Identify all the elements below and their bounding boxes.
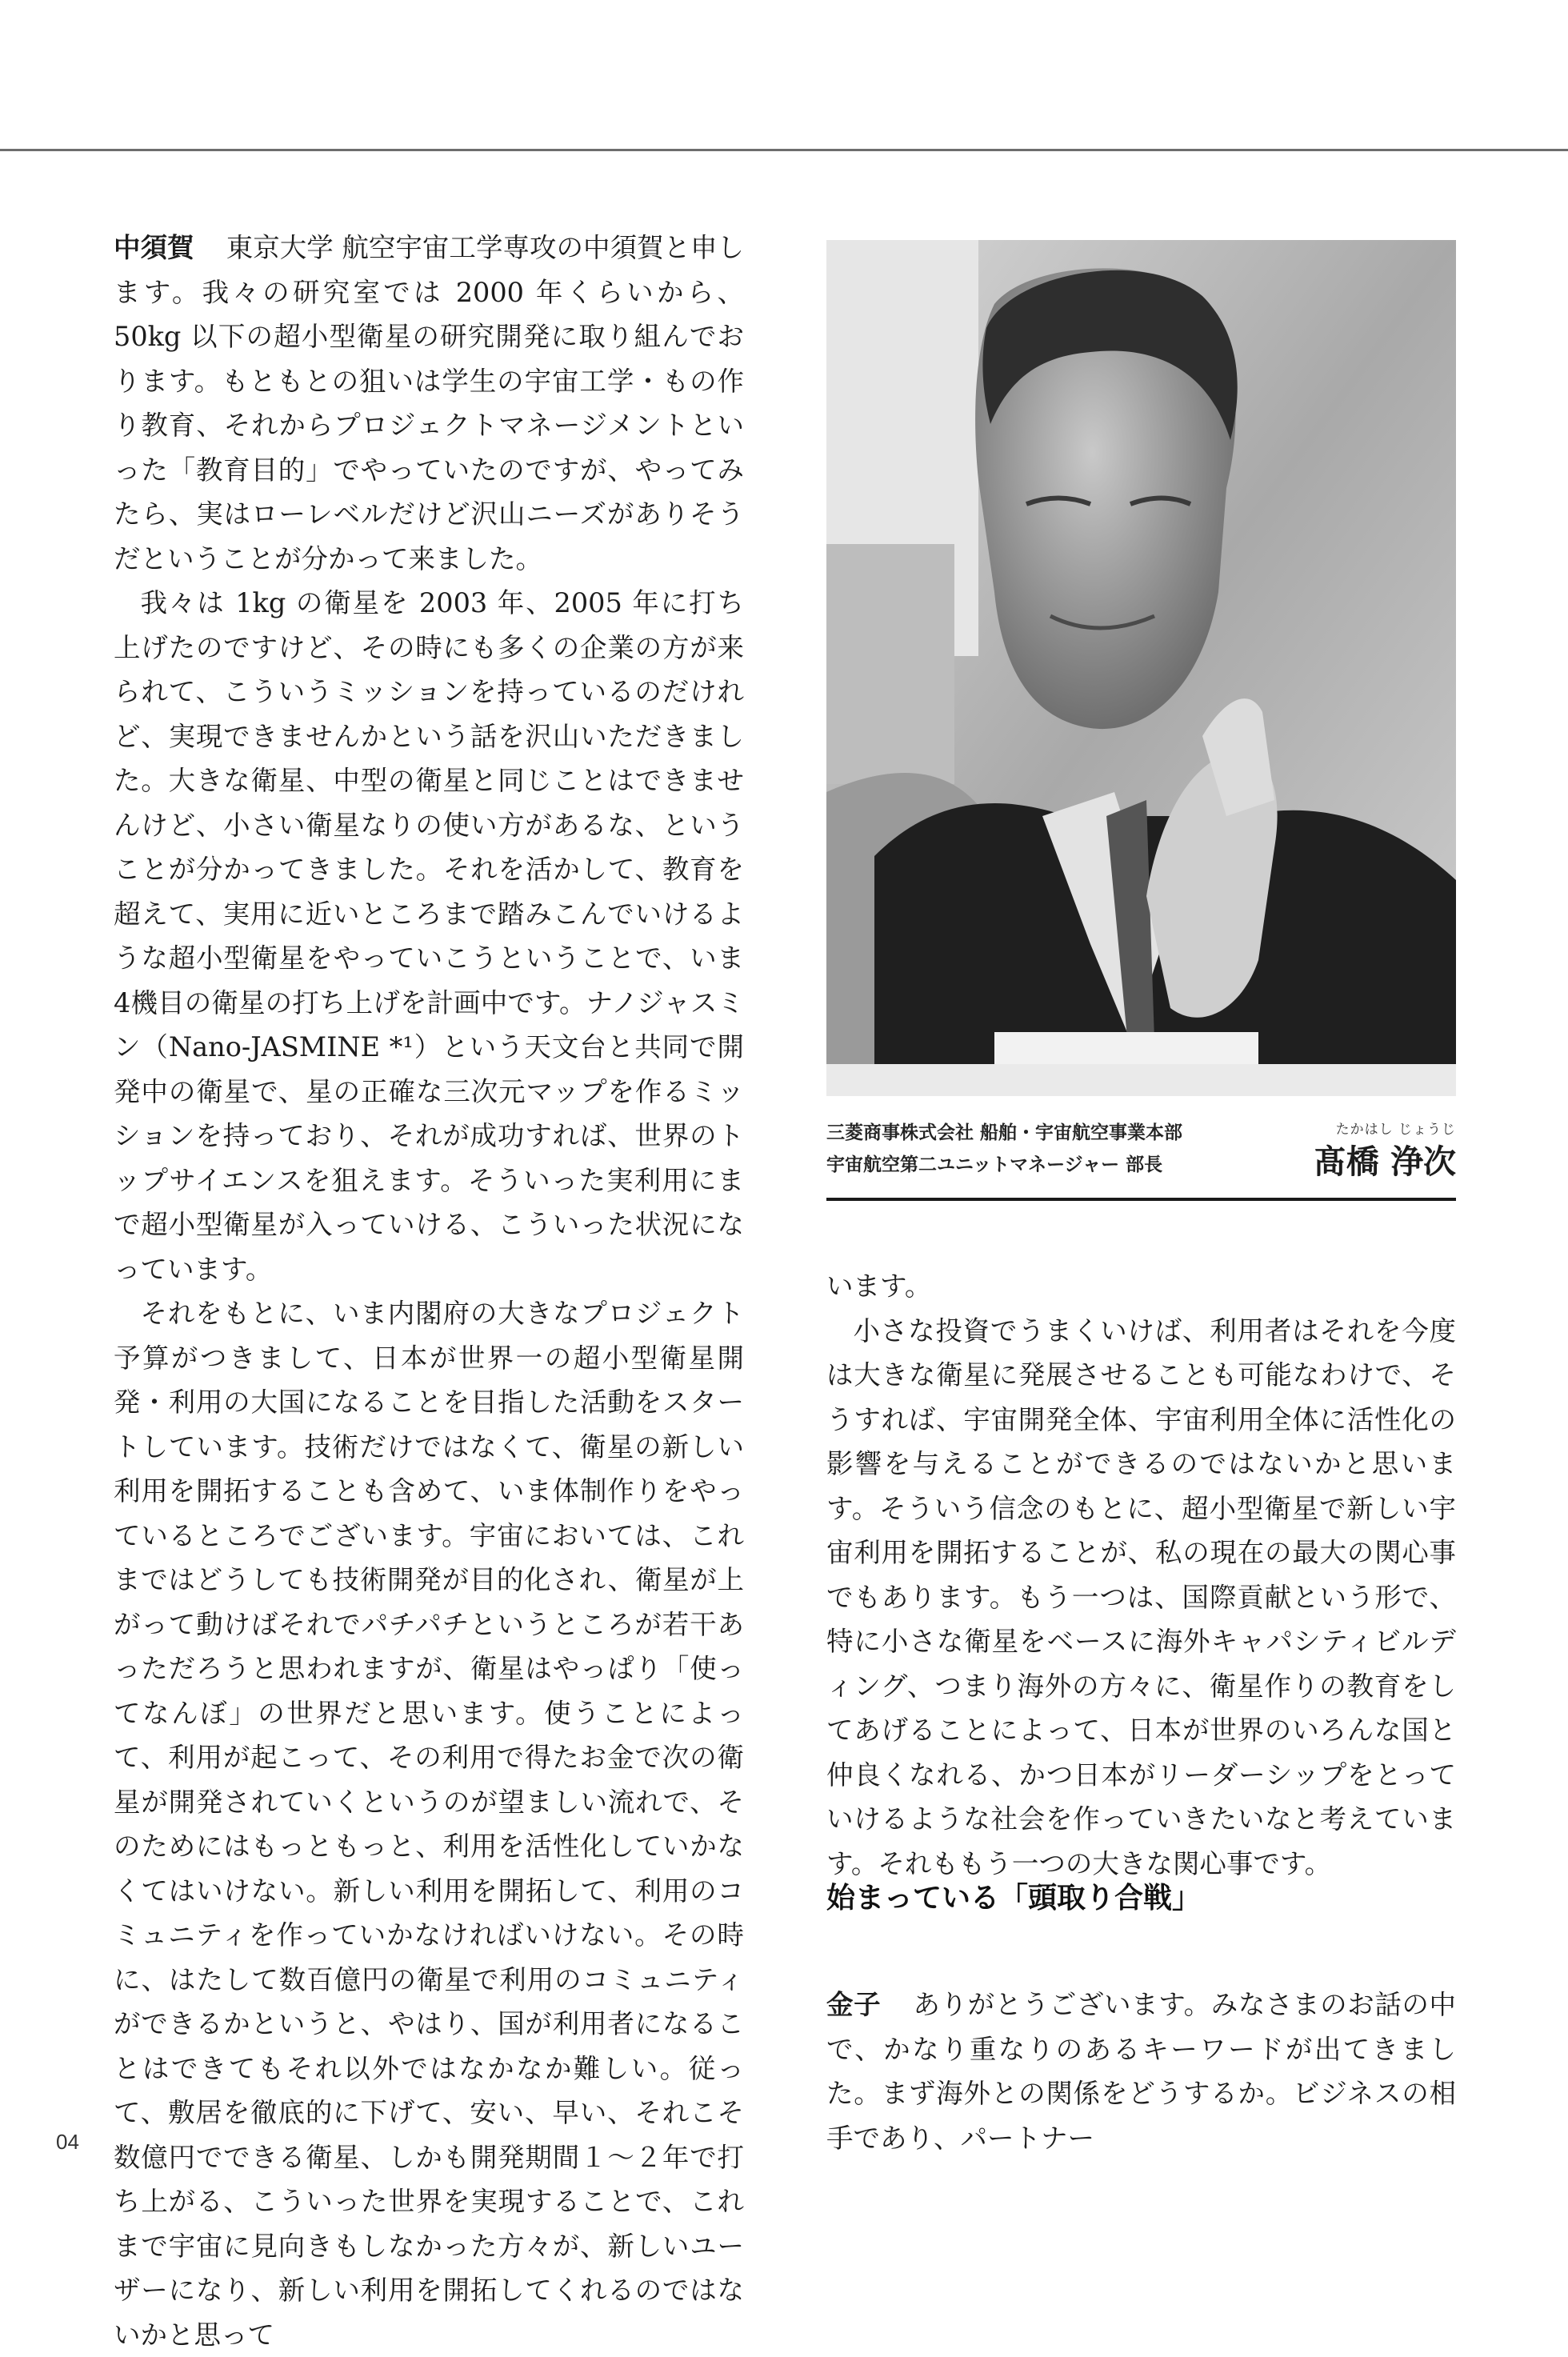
paragraph: 小さな投資でうまくいけば、利用者はそれを今度は大きな衛星に発展させることも可能なわけで、そうすれば、宇宙開発全体、宇宙利用全体に活性化の影響を与えることができるのではないかと思います。そういう信念のもとに、超小型衛星で新しい宇宙利用を開拓することが、私の現在の最大の関心事でもあります。もう一つは、国際貢献という形で、特に小さな衛星をベースに海外キャパシティビルディング、つまり海外の方々に、衛星作りの教育をしてあげることによって、日本が世界のいろんな国と仲良くなれる、かつ日本がリーダーシップをとっていけるような社会を作っていきたいなと考えています。それももう一つの大きな関心事です。 [826, 1315, 1456, 1879]
right-column-continued [826, 1983, 1456, 2160]
caption-name-reading: たかはし じょうじ [1335, 1122, 1456, 1138]
section-heading: 始まっている「頭取り合戦」 [826, 1882, 1202, 1915]
speaker-name: 金子 [826, 1989, 882, 2020]
paragraph [114, 226, 744, 581]
paragraph-text: ありがとうございます。みなさまのお話の中で、かなり重なりのあるキーワードが出てきました。まず海外との関係をどうするか。ビジネスの相手であり、パートナー [826, 1989, 1457, 2154]
right-column [826, 1264, 1456, 1886]
caption-name: 髙橋 浄次 [1313, 1142, 1456, 1181]
photo-caption [826, 1118, 1456, 1198]
page-number: 04 [56, 2130, 79, 2154]
paragraph: それをもとに、いま内閣府の大きなプロジェクト予算がつきまして、日本が世界一の超小型衛星開発・利用の大国になることを目指した活動をスタートしています。技術だけではなくて、衛星の新しい利用を開拓することも含めて、いま体制作りをやっているところでございます。宇宙においては、これまではどうしても技術開発が目的化され、衛星が上がって動けばそれでパチパチというところが若干あっただろうと思われますが、衛星はやっぱり「使ってなんぼ」の世界だと思います。使うことによって、利用が起こって、その利用で得たお金で次の衛星が開発されていくというのが望ましい流れで、そのためにはもっともっと、利用を活性化していかなくてはいけない。新しい利用を開拓して、利用のコミュニティを作っていかなければいけない。その時に、はたして数百億円の衛星で利用のコミュニティができるかというと、やはり、国が利用者になることはできてもそれ以外ではなかなか難しい。従って、敷居を徹底的に下げて、安い、早い、それこそ数億円でできる衛星、しかも開発期間１～２年で打ち上がる、こういった世界を実現することで、これまで宇宙に見向きもしなかった方々が、新しいユーザーになり、新しい利用を開拓してくれるのではないかと思って [114, 1298, 744, 2351]
paragraph [826, 1983, 1456, 2160]
paragraph-text: 東京大学 航空宇宙工学専攻の中須賀と申します。我々の研究室では 2000 年くらいから、50kg 以下の超小型衛星の研究開発に取り組んでおります。もともとの狙いは学生の宇宙工学・もの作り教育、それからプロジェクトマネージメントといった「教育目的」でやっていたのですが、やってみたら、実はローレベルだけど沢山ニーズがありそうだということが分かって来ました。 [114, 232, 745, 574]
caption-position: 宇宙航空第二ユニットマネージャー 部長 [826, 1154, 1163, 1175]
paragraph: います。 [826, 1271, 932, 1302]
speaker-name: 中須賀 [114, 232, 194, 263]
caption-rule [826, 1198, 1456, 1201]
caption-organization: 三菱商事株式会社 船舶・宇宙航空事業本部 [826, 1122, 1183, 1143]
portrait-photo [826, 240, 1456, 1096]
paragraph: 我々は 1kg の衛星を 2003 年、2005 年に打ち上げたのですけど、その時にも多くの企業の方が来られて、こういうミッションを持っているのだけれど、実現できませんかという話を沢山いただきました。大きな衛星、中型の衛星と同じことはできませんけど、小さい衛星なりの使い方があるな、ということが分かってきました。それを活かして、教育を超えて、実用に近いところまで踏みこんでいけるような超小型衛星をやっていこうということで、いま4機目の衛星の打ち上げを計画中です。ナノジャスミン（Nano-JASMINE *¹）という天文台と共同で開発中の衛星で、星の正確な三次元マップを作るミッションを持っており、それが成功すれば、世界のトップサイエンスを狙えます。そういった実利用にまで超小型衛星が入っていける、こういった状況になっています。 [114, 587, 744, 1285]
left-column [114, 226, 744, 2357]
header-rule [0, 149, 1568, 151]
